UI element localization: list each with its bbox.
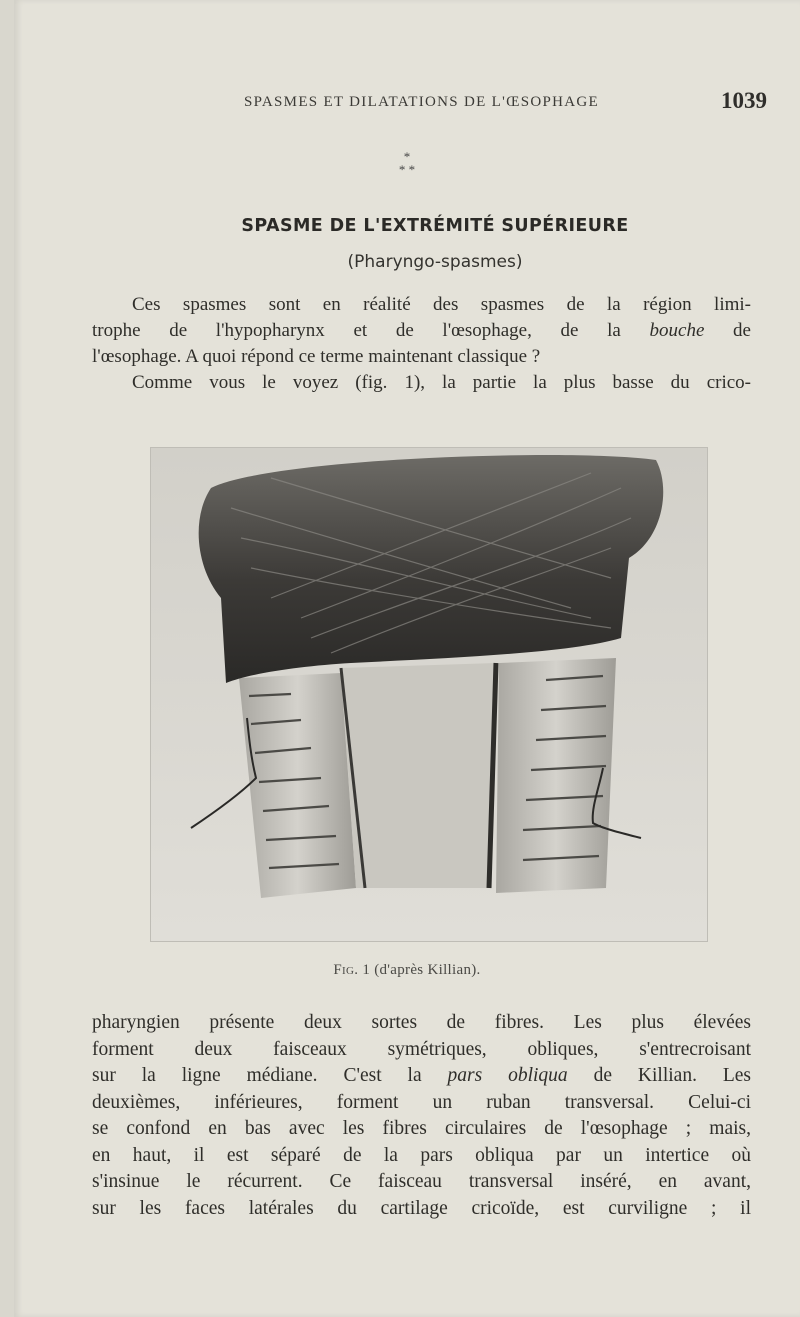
section-title: SPASME DE L'EXTRÉMITÉ SUPÉRIEURE (241, 216, 629, 236)
paragraph-description (92, 1012, 751, 1224)
text-run: de Killian. Les (567, 1065, 751, 1086)
cricopharyngeal-muscle-illustration (151, 448, 707, 941)
italic-term: bouche (649, 320, 705, 341)
text-run: trophe de l'hypopharynx et de l'œsophage, de la (92, 320, 650, 341)
center-column (341, 663, 496, 888)
text-run: de (704, 320, 751, 341)
text-line: Ces spasmes sont en réalité des spasmes de la région limi- (132, 294, 751, 315)
text-run: sur la ligne médiane. C'est la (92, 1065, 448, 1086)
text-line: l'œsophage. A quoi répond ce terme maintenant classique ? (92, 346, 541, 367)
text-line: se confond en bas avec les fibres circulaires de l'œsophage ; mais, (92, 1118, 751, 1139)
ornament-stars-bottom: * * (398, 162, 416, 177)
text-line: s'insinue le récurrent. Ce faisceau transversal inséré, en avant, (92, 1171, 751, 1192)
book-page (14, 0, 800, 1317)
page-header (104, 88, 769, 118)
paragraph-intro (92, 294, 751, 398)
text-line: Comme vous le voyez (fig. 1), la partie la plus basse du crico- (132, 372, 751, 393)
caption-label: Fig. 1 (333, 962, 371, 978)
text-line (92, 320, 751, 346)
text-line: pharyngien présente deux sortes de fibres. Les plus élevées (92, 1012, 751, 1033)
figure-caption (14, 962, 800, 979)
text-line (92, 1065, 751, 1092)
text-line: sur les faces latérales du cartilage cricoïde, est curviligne ; il (92, 1197, 751, 1219)
caption-text: (d'après Killian). (370, 962, 481, 978)
text-line: forment deux faisceaux symétriques, obliques, s'entrecroisant (92, 1038, 751, 1060)
running-title: SPASMES ET DILATATIONS DE L'ŒSOPHAGE (244, 94, 600, 110)
section-subtitle: (Pharyngo-spasmes) (347, 252, 523, 272)
italic-term: pars obliqua (447, 1065, 568, 1086)
anatomical-figure (150, 447, 708, 942)
page-number: 1039 (721, 88, 767, 113)
ornament-star-top: * (403, 149, 411, 164)
text-line: deuxièmes, inférieures, forment un ruban transversal. Celui-ci (92, 1091, 751, 1113)
text-line: en haut, il est séparé de la pars obliqua par un intertice où (92, 1144, 751, 1166)
section-ornament (14, 150, 800, 176)
